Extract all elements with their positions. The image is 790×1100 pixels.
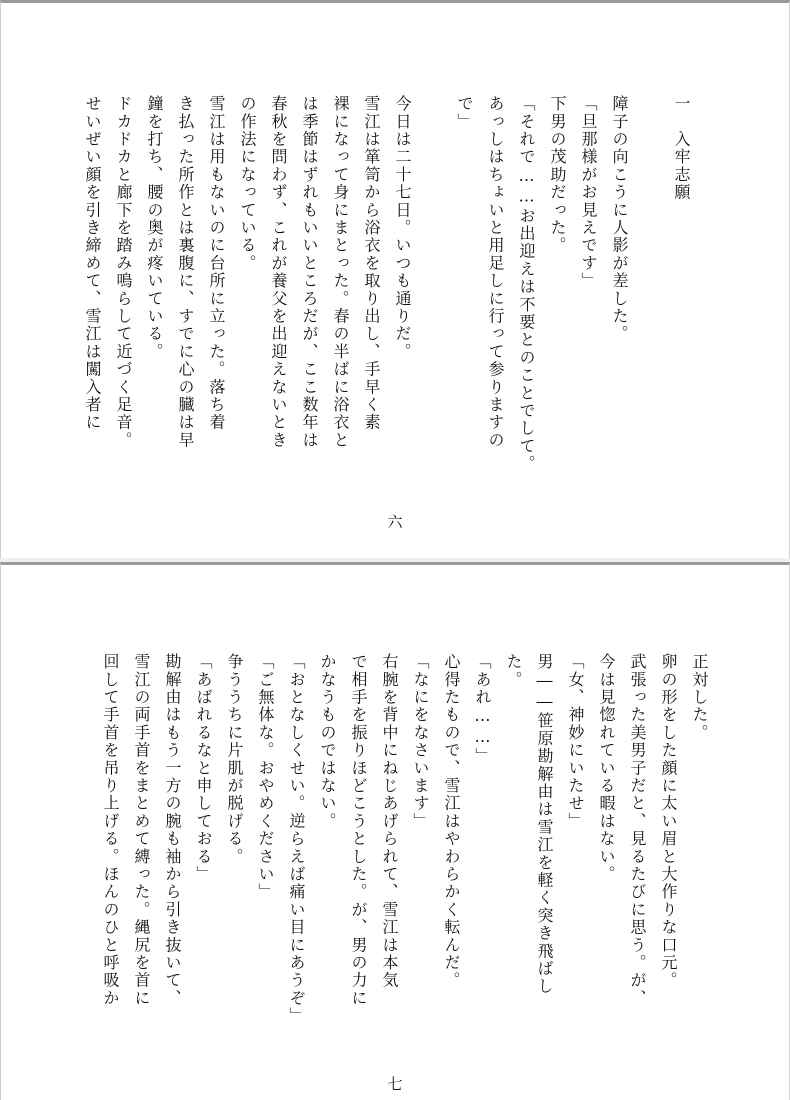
text-line: の作法になっている。 — [238, 95, 257, 272]
page-text-column — [67, 95, 697, 473]
page-text-column — [75, 653, 715, 1025]
text-line: 武張った美男子だと、見るたびに思う。が、 — [628, 653, 647, 1007]
text-line: 「なにをなさいます」 — [411, 653, 430, 830]
text-line: ドカドカと廊下を踏み鳴らして近づく足音。 — [114, 95, 133, 449]
text-line: 障子の向こうに人影が差した。 — [610, 95, 629, 343]
text-line: 下男の茂助だった。 — [548, 95, 567, 255]
blank-line — [635, 95, 666, 435]
text-line: かなうものではない。 — [318, 653, 337, 830]
chapter-heading: 一 入牢志願 — [672, 95, 691, 202]
text-line: 裸になって身にまとった。春の半ばに浴衣と — [331, 95, 350, 449]
page-number: 七 — [387, 1075, 403, 1093]
text-line: 春秋を問わず、これが養父を出迎えないとき — [269, 95, 288, 449]
text-line: 鐘を打ち、腰の奥が疼いている。 — [145, 95, 164, 361]
text-line: 勘解由はもう一方の腕も袖から引き抜いて、 — [163, 653, 182, 1007]
text-line: 「あばれるなと申しておる」 — [194, 653, 213, 884]
page-number: 六 — [387, 513, 403, 531]
text-line: 今日は二十七日。いつも通りだ。 — [393, 95, 412, 361]
text-line: 「それで……お出迎えは不要とのことでして。 — [517, 95, 536, 473]
text-line: た。 — [504, 653, 523, 689]
text-line: で」 — [455, 95, 474, 131]
text-line: 今は見惚れている暇はない。 — [597, 653, 616, 884]
text-line: あっしはちょいと用足しに行って参りますの — [486, 95, 505, 449]
blank-line — [418, 95, 449, 435]
text-line: せいぜい顔を引き締めて、雪江は闖入者に — [83, 95, 102, 432]
text-line: 右腕を背中にねじあげられて、雪江は本気 — [380, 653, 399, 990]
text-line: 「おとなしくせい。逆らえば痛い目にあうぞ」 — [287, 653, 306, 1025]
text-line: 男――笹原勘解由は雪江を軽く突き飛ばし — [535, 653, 554, 996]
text-line: き払った所作とは裏腹に、すでに心の臓は早 — [176, 95, 195, 449]
text-line: 「あれ……」 — [473, 653, 492, 766]
text-line: で相手を振りほどこうとした。が、男の力に — [349, 653, 368, 1007]
text-line: 雪江は用もないのに台所に立った。落ち着 — [207, 95, 226, 432]
text-line: 心得たもので、雪江はやわらかく転んだ。 — [442, 653, 461, 990]
text-line: 卵の形をした顔に太い眉と大作りな口元。 — [659, 653, 678, 990]
page-seven — [0, 562, 790, 1100]
text-line: 回して手首を吊り上げる。ほんのひと呼吸か — [101, 653, 120, 1007]
text-line: 雪江の両手首をまとめて縛った。縄尻を首に — [132, 653, 151, 1007]
text-line: 「女、神妙にいたせ」 — [566, 653, 585, 830]
text-line: 正対した。 — [690, 653, 709, 742]
text-line: は季節はずれもいいところだが、ここ数年は — [300, 95, 319, 449]
text-line: 「ご無体な。おやめください」 — [256, 653, 275, 901]
text-line: 争ううちに片肌が脱げる。 — [225, 653, 244, 866]
text-line: 「旦那様がお見えです」 — [579, 95, 598, 290]
text-line: 雪江は箪笥から浴衣を取り出し、手早く素 — [362, 95, 381, 432]
